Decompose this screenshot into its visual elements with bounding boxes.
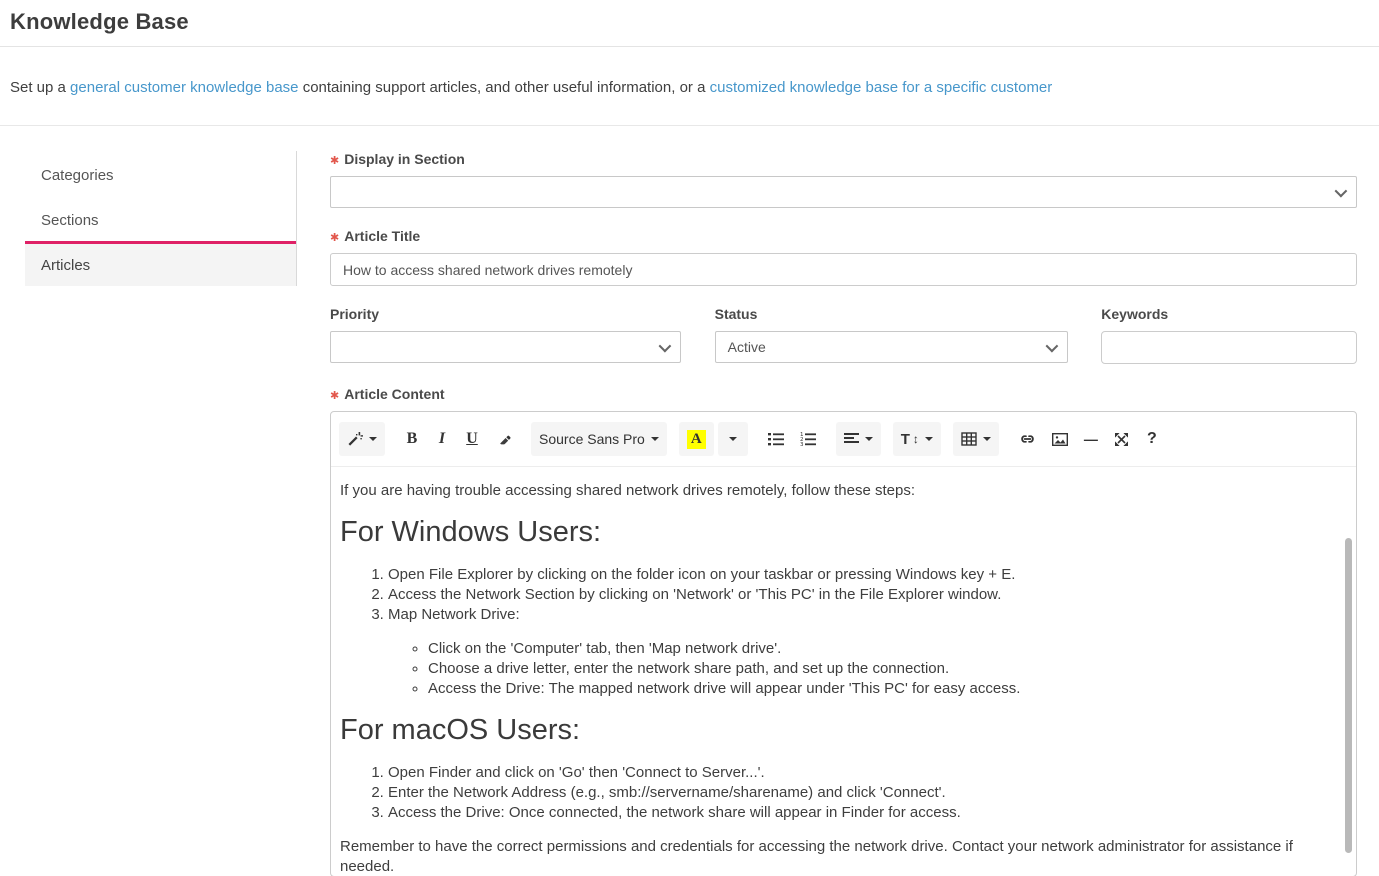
insert-link-button[interactable] <box>1011 422 1044 456</box>
display-in-section-label: ✱ Display in Section <box>330 151 465 167</box>
editor-content-area[interactable] <box>331 467 1356 876</box>
list-item: 3. Map Network Drive: <box>388 605 1332 625</box>
link-icon <box>1019 433 1036 445</box>
sidebar-item-categories[interactable] <box>25 151 296 196</box>
color-icon: A <box>687 430 706 449</box>
fullscreen-icon <box>1114 432 1129 447</box>
paragraph-align-dropdown[interactable] <box>836 422 881 456</box>
picture-icon <box>1052 433 1068 446</box>
list-item: 1. Open File Explorer by clicking on the folder icon on your taskbar or pressing Windows key + E. <box>388 565 1332 585</box>
underline-icon: U <box>466 430 478 447</box>
svg-text:1: 1 <box>799 432 804 438</box>
editor-toolbar <box>331 412 1356 467</box>
field-status <box>715 306 1068 364</box>
font-color-dropdown[interactable] <box>718 422 748 456</box>
field-article-title <box>330 228 1357 286</box>
intro-text <box>0 47 1379 96</box>
article-closing-paragraph: Remember to have the correct permissions and credentials for accessing the network drive. Contact your network administrator for assistance if needed. <box>340 838 1293 875</box>
bold-button[interactable] <box>397 422 427 456</box>
italic-icon: I <box>438 430 446 447</box>
bold-icon: B <box>406 430 418 447</box>
ordered-list-icon <box>800 432 816 446</box>
eraser-icon <box>495 432 511 446</box>
list-item: 1. Open Finder and click on 'Go' then 'Connect to Server...'. <box>388 763 1332 783</box>
sidebar-item-label: Categories <box>41 166 114 184</box>
required-asterisk-icon: ✱ <box>330 390 340 402</box>
status-select[interactable]: Active <box>715 331 1068 363</box>
field-display-in-section <box>330 151 1357 208</box>
field-keywords <box>1101 306 1357 364</box>
required-asterisk-icon: ✱ <box>330 155 340 167</box>
chevron-down-icon <box>651 437 659 441</box>
display-in-section-select[interactable] <box>330 176 1357 208</box>
font-family-dropdown[interactable] <box>531 422 667 456</box>
macos-heading: For macOS Users: <box>340 714 581 746</box>
list-item: 3. Access the Drive: Once connected, the network share will appear in Finder for access. <box>388 803 1332 823</box>
content-row <box>0 126 1379 876</box>
macos-steps-list <box>340 763 1332 823</box>
article-content-editor <box>330 411 1357 876</box>
keywords-label: Keywords <box>1101 306 1169 322</box>
insert-picture-button[interactable] <box>1044 422 1076 456</box>
list-item: ◦ Click on the 'Computer' tab, then 'Map network drive'. <box>428 639 1332 659</box>
required-asterisk-icon: ✱ <box>330 232 340 244</box>
font-name-label: Source Sans Pro <box>539 431 645 447</box>
unordered-list-icon <box>768 432 784 446</box>
clear-formatting-button[interactable] <box>487 422 519 456</box>
chevron-down-icon <box>729 437 737 441</box>
page-header <box>0 0 1379 47</box>
priority-label: Priority <box>330 306 380 322</box>
article-content-label: ✱ Article Content <box>330 386 445 402</box>
windows-steps-list <box>340 565 1332 625</box>
list-item: 2. Enter the Network Address (e.g., smb://servername/sharename) and click 'Connect'. <box>388 783 1332 803</box>
chevron-down-icon <box>983 437 991 441</box>
article-title-input[interactable] <box>330 253 1357 286</box>
chevron-down-icon <box>369 437 377 441</box>
horizontal-rule-icon: — <box>1083 431 1098 447</box>
unordered-list-button[interactable] <box>760 422 792 456</box>
magic-wand-icon <box>347 431 363 447</box>
intro-middle: containing support articles, and other useful information, or a <box>298 79 710 96</box>
priority-select[interactable] <box>330 331 681 363</box>
table-icon <box>961 432 977 446</box>
list-item: ◦ Access the Drive: The mapped network drive will appear under 'This PC' for easy access. <box>428 679 1332 699</box>
svg-text:2: 2 <box>799 437 804 443</box>
status-label: Status <box>714 306 758 322</box>
meta-fields-row <box>330 306 1357 364</box>
style-dropdown-button[interactable] <box>339 422 385 456</box>
help-button[interactable] <box>1137 422 1167 456</box>
fullscreen-button[interactable] <box>1106 422 1137 456</box>
sidebar-item-articles[interactable] <box>25 241 296 286</box>
font-color-button[interactable] <box>679 422 714 456</box>
editor-scrollbar-thumb[interactable] <box>1345 538 1352 853</box>
sidebar-item-sections[interactable] <box>25 196 296 241</box>
page-title: Knowledge Base <box>10 9 189 34</box>
custom-kb-link[interactable]: customized knowledge base for a specific customer <box>709 79 1053 96</box>
general-kb-link[interactable]: general customer knowledge base <box>70 79 299 96</box>
intro-prefix: Set up a <box>10 79 71 96</box>
keywords-input[interactable] <box>1101 331 1357 364</box>
kb-sidebar <box>25 151 297 286</box>
chevron-down-icon <box>865 437 873 441</box>
article-form <box>330 151 1357 876</box>
windows-heading: For Windows Users: <box>340 516 602 548</box>
horizontal-rule-button[interactable] <box>1076 422 1106 456</box>
field-priority <box>330 306 681 364</box>
help-icon: ? <box>1146 430 1157 447</box>
list-item: 2. Access the Network Section by clicking on 'Network' or 'This PC' in the File Explorer window. <box>388 585 1332 605</box>
underline-button[interactable] <box>457 422 487 456</box>
line-height-icon: T <box>900 430 910 448</box>
paragraph-align-icon <box>844 433 859 445</box>
article-intro-paragraph: If you are having trouble accessing shared network drives remotely, follow these steps: <box>340 482 916 499</box>
windows-substeps-list <box>340 639 1332 699</box>
chevron-down-icon <box>925 437 933 441</box>
sidebar-item-label: Articles <box>41 256 91 274</box>
table-dropdown[interactable] <box>953 422 999 456</box>
italic-button[interactable] <box>427 422 457 456</box>
list-item: ◦ Choose a drive letter, enter the network share path, and set up the connection. <box>428 659 1332 679</box>
svg-text:3: 3 <box>799 442 804 446</box>
line-height-dropdown[interactable]: T ↕ <box>893 422 941 456</box>
article-title-label: ✱ Article Title <box>330 228 421 244</box>
ordered-list-button[interactable] <box>792 422 824 456</box>
sidebar-item-label: Sections <box>41 211 99 229</box>
